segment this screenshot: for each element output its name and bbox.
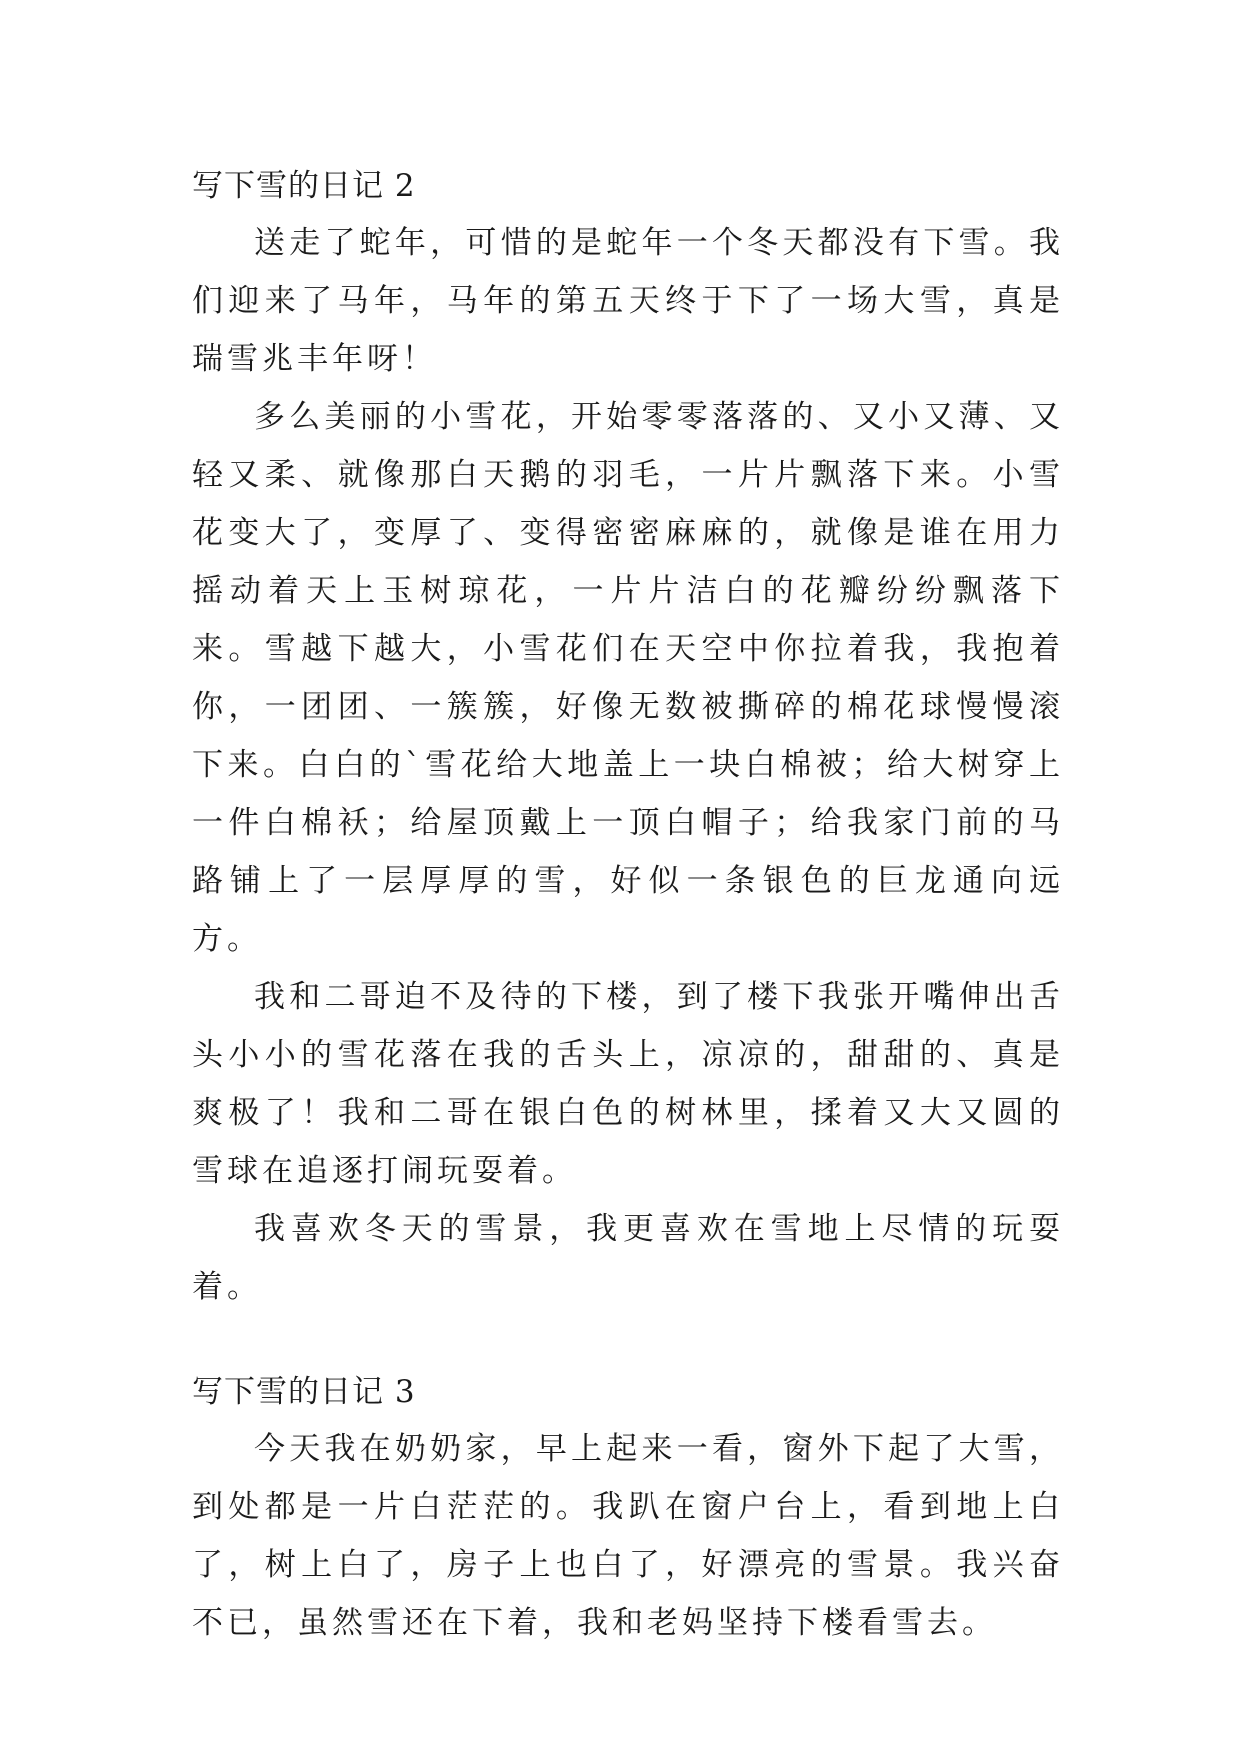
section-title: 写下雪的日记 3: [192, 1374, 416, 1410]
paragraph: 多么美丽的小雪花，开始零零落落的、又小又薄、又轻又柔、就像那白天鹅的羽毛，一片片飘落下来。小雪花变大了，变厚了、变得密密麻麻的，就像是谁在用力摇动着天上玉树琼花，一片片洁白的花瓣纷纷飘落下来。雪越下越大，小雪花们在天空中你拉着我，我抱着你，一团团、一簇簇，好像无数被撕碎的棉花球慢慢滚下来。白白的`雪花给大地盖上一块白棉被；给大树穿上一件白棉袄；给屋顶戴上一顶白帽子；给我家门前的马路铺上了一层厚厚的雪，好似一条银色的巨龙通向远方。: [192, 399, 1064, 957]
diary-section-2: [192, 158, 1064, 1316]
paragraph: 我喜欢冬天的雪景，我更喜欢在雪地上尽情的玩耍着。: [192, 1211, 1064, 1305]
paragraph: 今天我在奶奶家，早上起来一看，窗外下起了大雪，到处都是一片白茫茫的。我趴在窗户台上，看到地上白了，树上白了，房子上也白了，好漂亮的雪景。我兴奋不已，虽然雪还在下着，我和老妈坚持下楼看雪去。: [192, 1431, 1064, 1641]
diary-section-3: [192, 1364, 1064, 1652]
paragraph: 送走了蛇年，可惜的是蛇年一个冬天都没有下雪。我们迎来了马年，马年的第五天终于下了一场大雪，真是瑞雪兆丰年呀！: [192, 225, 1064, 377]
document-page: [192, 158, 1064, 1652]
section-title: 写下雪的日记 2: [192, 168, 416, 204]
paragraph: 我和二哥迫不及待的下楼，到了楼下我张开嘴伸出舌头小小的雪花落在我的舌头上，凉凉的，甜甜的、真是爽极了！我和二哥在银白色的树林里，揉着又大又圆的雪球在追逐打闹玩耍着。: [192, 979, 1064, 1189]
